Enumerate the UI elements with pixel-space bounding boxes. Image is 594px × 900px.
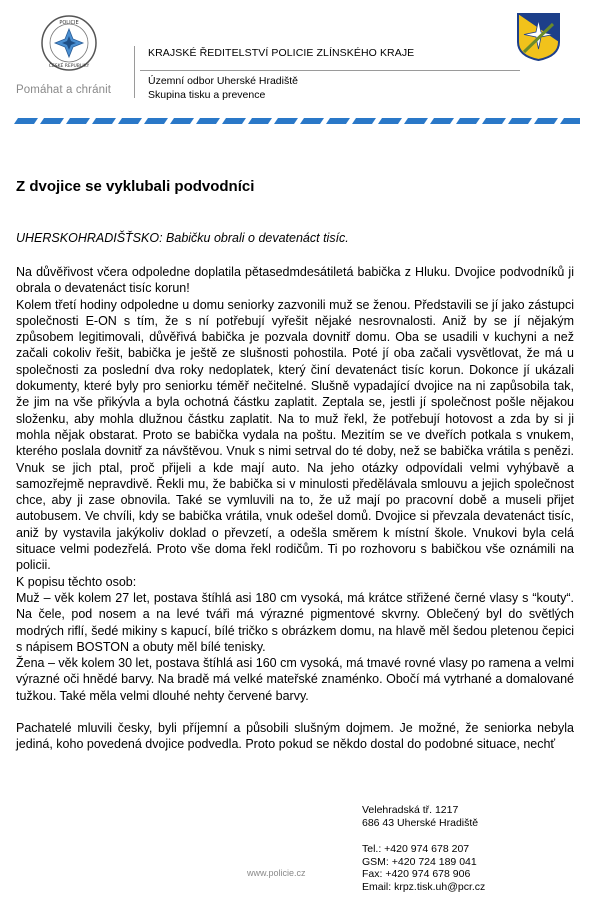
svg-text:POLICIE: POLICIE (59, 20, 79, 26)
region-name: KRAJSKÉ ŘEDITELSTVÍ POLICIE ZLÍNSKÉHO KRAJE (148, 47, 415, 59)
paragraph-story: Kolem třetí hodiny odpoledne u domu seniorky zazvonili muž se ženou. Představili se jí jako zástupci společnosti E-ON s tím, že s ní potřebují vyřešit nějaké nesrovnalosti. Aniž by se jí nějakým způsobem legitimovali, důvěřivá babička je pozvala dovnitř domu. Oba se usadili v kuchyni a než začali cokoliv řešit, babička je ještě ze slušnosti pohostila. Poté jí oba začali vysvětlovat, že má u společnosti za poslední dva roky nedoplatek, který činí devatenáct tisíc korun. Dokonce jí ukázali dokumenty, které byly pro seniorku téměř nečitelné. Slušně vypadající dvojice na ni zapůsobila tak, že jim na vše přikývla a byla ochotná částku zaplatit. Zeptala se, jestli jí společnost pošle nějakou složenku, aby mohla dlužnou částku zaplatit. Na to muž řekl, že potřebují hotovost a zda by si ji mohla nějak obstarat. Proto se babička vydala na poštu. Mezitím se ve dveřích potkala s vnukem, kterého poslala dovnitř za návštěvou. Vnuk s nimi setrval do té doby, než se babička vrátila s penězi. Vnuk se jich ptal, proč přijeli a kde mají auto. Na jeho otázky odpovídali velmi vyhýbavě a samozřejmě nepravdivě. Řekli mu, že babička si v minulosti předělávala smlouvu a jejich společnost chce, aby ji zase obnovila. Také se vymluvili na to, že už mají po pracovní době a museli přijet autobusem. Ve chvíli, kdy se babička vrátila, vnuk odešel domů. Dvojice si převzala devatenáct tisíc, aniž by vystavila jakýkoliv doklad o převzetí, a odešla směrem k místní škole. Vnukovi byla celá situace velmi podezřelá. Proto vše doma řekl rodičům. Ti po rozhovoru s babičkou vše oznámili na policii. (16, 297, 574, 573)
header-stripe (14, 118, 580, 124)
contact-tel: Tel.: +420 974 678 207 (362, 843, 470, 855)
article-lead: UHERSKOHRADIŠŤSKO: Babičku obrali o devatenáct tisíc. (16, 231, 349, 245)
contact-fax: Fax: +420 974 678 906 (362, 868, 471, 881)
department-line-1: Územní odbor Uherské Hradiště (148, 75, 298, 87)
address-street: Velehradská tř. 1217 (362, 804, 459, 816)
address-city: 686 43 Uherské Hradiště (362, 816, 479, 829)
svg-text:ČESKÉ REPUBLIKY: ČESKÉ REPUBLIKY (48, 64, 90, 69)
footer-address (362, 804, 478, 829)
header-divider-horizontal (140, 70, 520, 71)
paragraph-intro: Na důvěřivost včera odpoledne doplatila pětasedmdesátiletá babička z Hluku. Dvojice podvodníků ji obrala o devatenáct tisíc korun! (16, 265, 574, 296)
paragraph-description-heading: K popisu těchto osob: (16, 574, 137, 589)
website-link[interactable]: www.policie.cz (247, 868, 306, 878)
regional-shield-logo (516, 12, 561, 62)
police-emblem-logo (40, 14, 98, 72)
header-divider-vertical (134, 46, 135, 98)
slogan: Pomáhat a chránit (16, 84, 112, 96)
footer-contacts (362, 843, 485, 893)
article-body (16, 264, 574, 753)
article-title: Z dvojice se vyklubali podvodníci (16, 178, 255, 195)
contact-email: Email: krpz.tisk.uh@pcr.cz (362, 880, 486, 893)
paragraph-man-description: Muž – věk kolem 27 let, postava štíhlá asi 180 cm vysoká, má krátce střižené černé vlasy s “kouty“. Na čele, pod nosem a na levé tváři má výrazné pigmentové skvrny. Oblečený byl do světlých modrých riflí, šedé mikiny s kapucí, bílé tričko s obrázkem domu, na hlavě měl šedou pletenou čepici s nápisem BOSTON a obuty měl bílé tenisky. (16, 590, 574, 654)
department-line-2: Skupina tisku a prevence (148, 89, 266, 101)
paragraph-conclusion: Pachatelé mluvili česky, byli příjemní a působili slušným dojmem. Je možné, že seniorka nebyla jediná, koho povedená dvojice podvedla. Proto pokud se někdo dostal do podobné situace, nechť (16, 721, 574, 752)
paragraph-woman-description: Žena – věk kolem 30 let, postava štíhlá asi 160 cm vysoká, má tmavé rovné vlasy po ramena a velmi výrazné oči hnědé barvy. Na bradě má velké mateřské znaménko. Obočí má vytrhané a domalované tužkou. Také měla velmi dlouhé nehty červené barvy. (16, 656, 574, 703)
contact-gsm: GSM: +420 724 189 041 (362, 855, 477, 868)
